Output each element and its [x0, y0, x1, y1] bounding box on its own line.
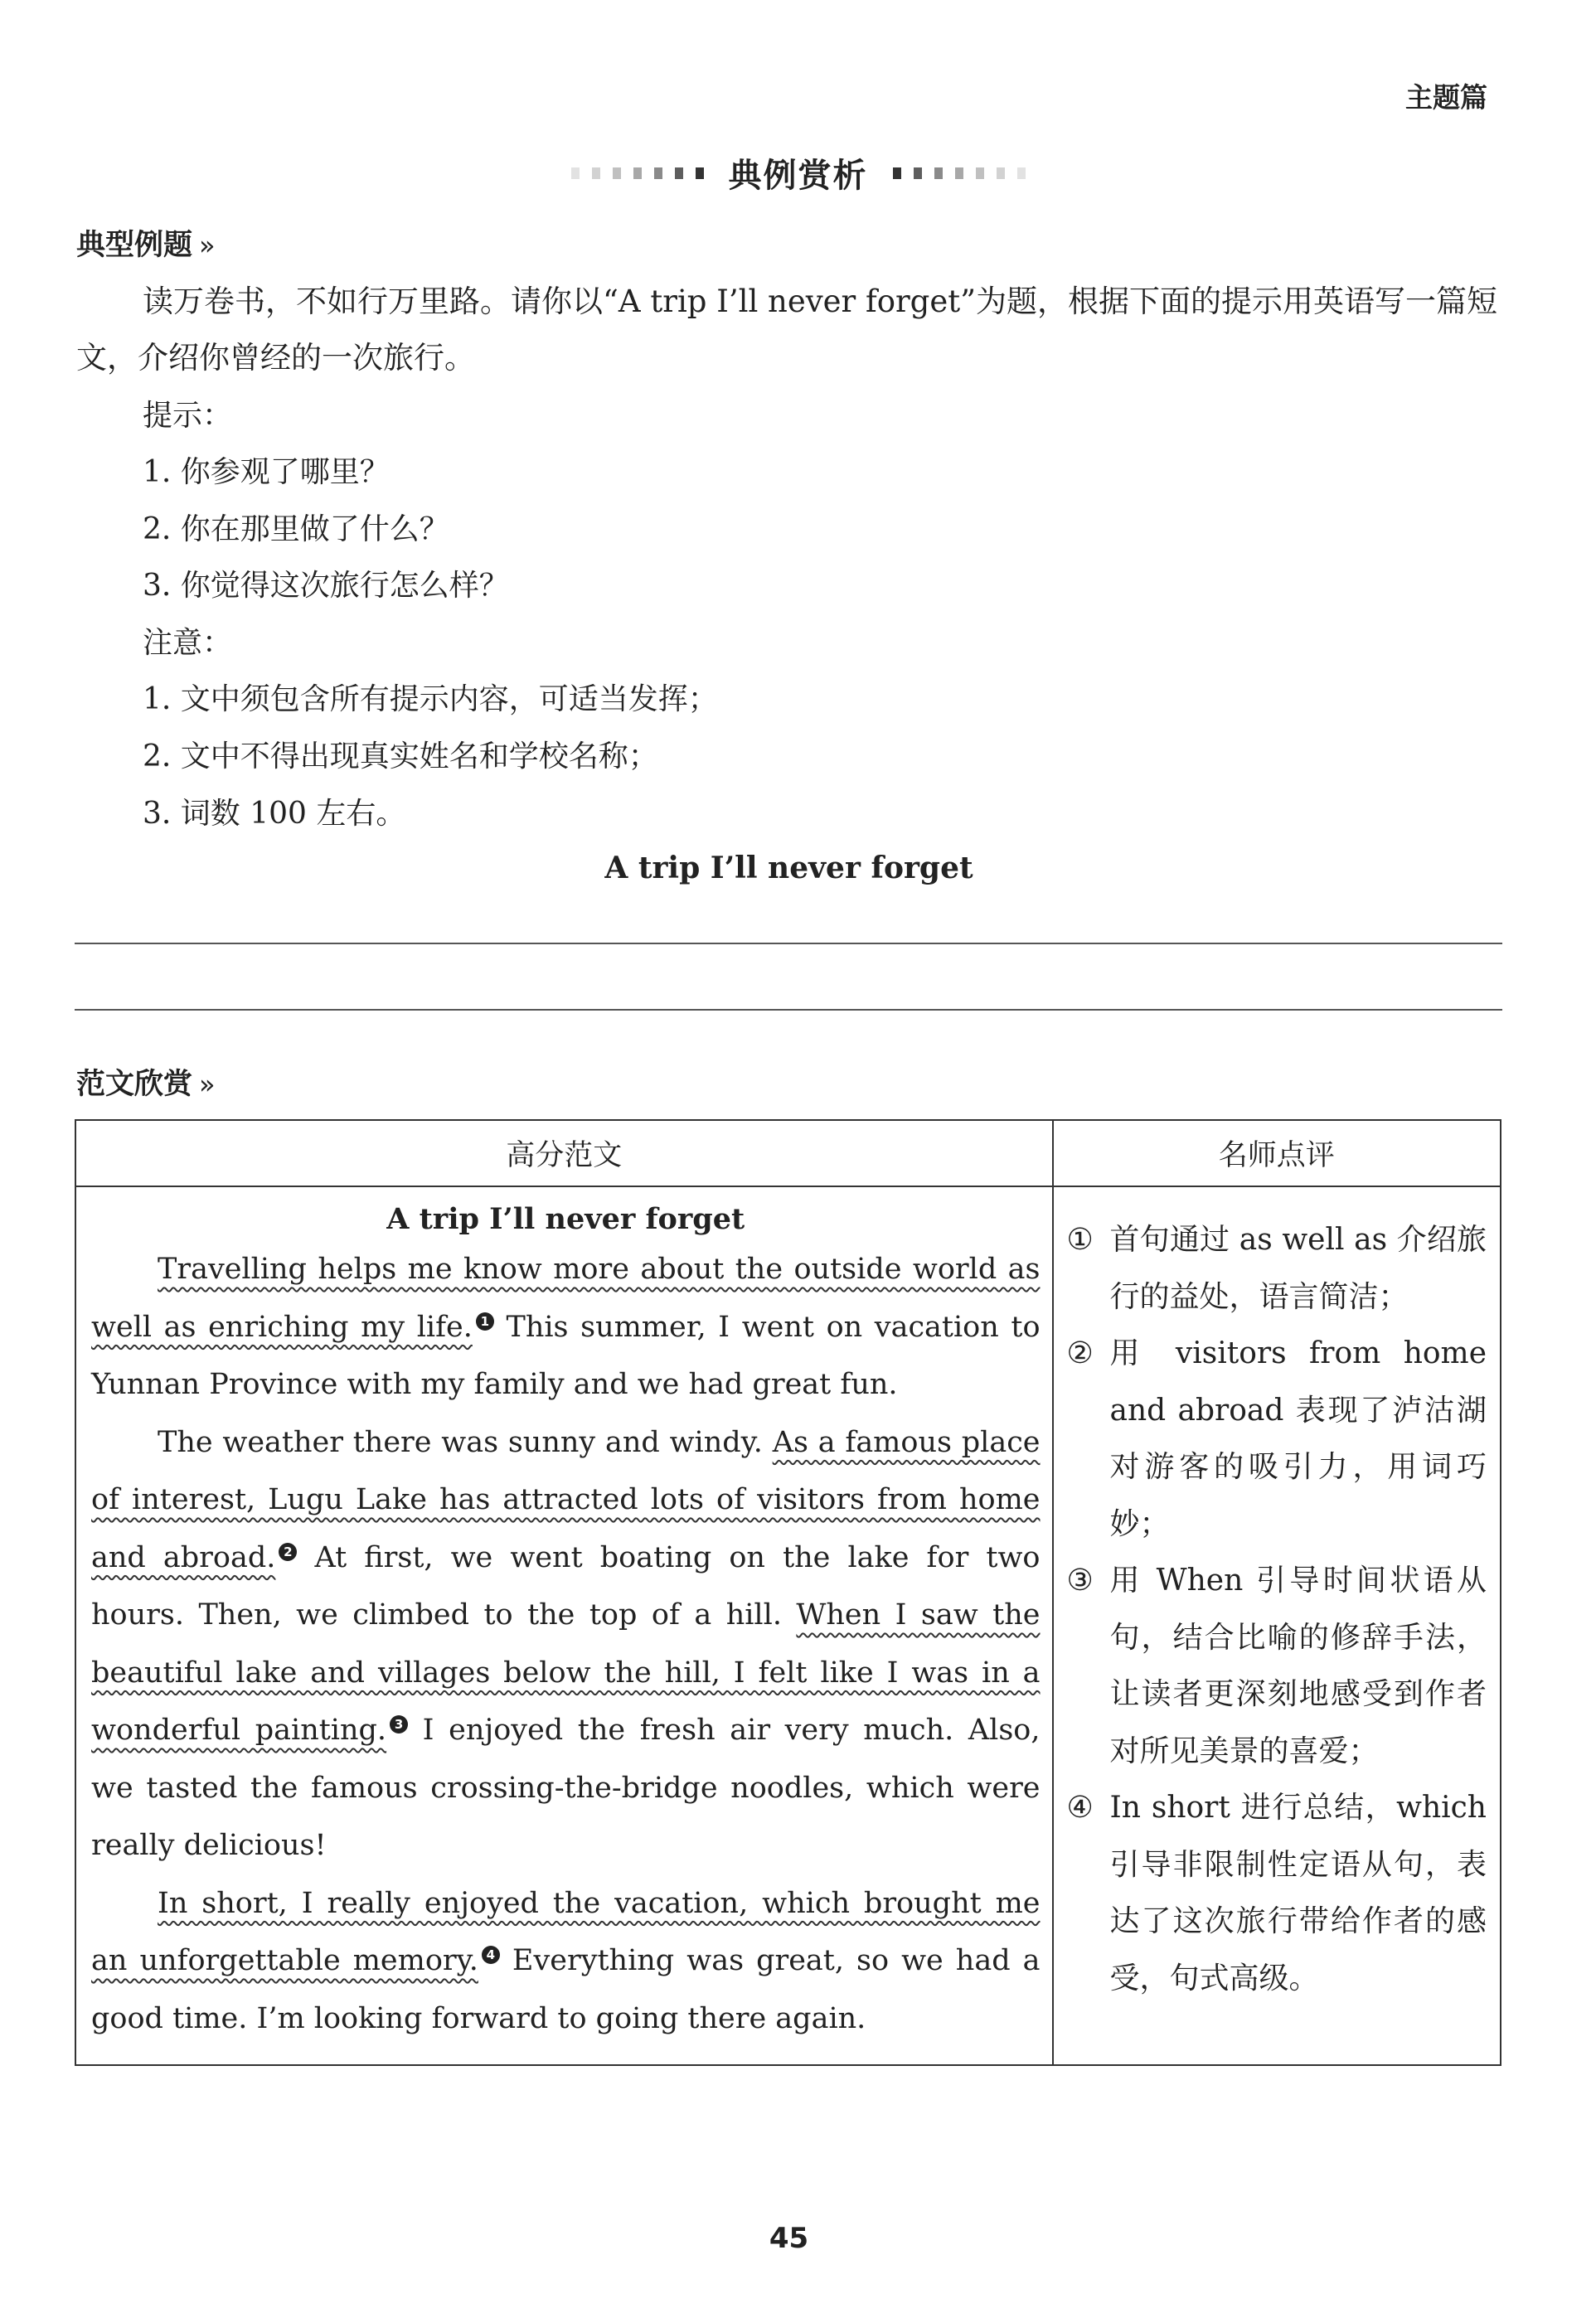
comment-text: 用 visitors from home and abroad 表现了泸沽湖对游客的吸引力，用词巧妙； — [1109, 1336, 1487, 1541]
section-label: 主题篇 — [1405, 81, 1487, 114]
note-marker: 2 — [279, 1543, 297, 1561]
example-heading-text: 典型例题 — [76, 229, 193, 262]
writing-line — [75, 943, 1502, 944]
comment-item — [1067, 1553, 1487, 1780]
hint-item: 3. 你觉得这次旅行怎么样？ — [143, 569, 509, 603]
right-dots-decoration — [893, 167, 1026, 179]
hint-item: 1. 你参观了哪里？ — [143, 455, 390, 489]
comment-item — [1067, 1212, 1487, 1326]
underlined-sentence: When I saw the beautiful lake and villages below the hill, I felt like I was in a wonderful painting. — [91, 1598, 1041, 1747]
note-marker: 1 — [476, 1312, 494, 1331]
model-essay-table — [75, 1119, 1501, 2066]
comment-item — [1067, 1326, 1487, 1553]
page-number: 45 — [769, 2222, 809, 2255]
left-dots-decoration — [571, 167, 704, 179]
example-prompt — [76, 274, 1502, 386]
writing-line — [75, 1009, 1502, 1011]
comment-number: ④ — [1066, 1791, 1094, 1825]
prompt-text: 读万卷书，不如行万里路。请你以“A trip I’ll never forget”为题，根据下面的提示用英语写一篇短文，介绍你曾经的一次旅行。 — [76, 284, 1498, 376]
note-item: 1. 文中须包含所有提示内容，可适当发挥； — [143, 682, 718, 716]
comment-item — [1067, 1780, 1487, 2007]
comment-number: ② — [1066, 1336, 1094, 1370]
note-item: 2. 文中不得出现真实姓名和学校名称； — [143, 739, 658, 773]
comment-text: 用 When 引导时间状语从句，结合比喻的修辞手法，让读者更深刻地感受到作者对所见美景的喜爱； — [1109, 1564, 1487, 1768]
essay-title: A trip I’ll never forget — [386, 1202, 745, 1236]
section-banner — [0, 149, 1596, 199]
essay-text: This summer, I went on vacation to Yunnan Province with my family and we had great fun. — [91, 1310, 1041, 1401]
banner-title: 典例赏析 — [728, 157, 868, 195]
note-marker: 3 — [390, 1715, 408, 1734]
essay-text: At first, we went boating on the lake for two hours. Then, we climbed to the top of a hill. — [91, 1540, 1041, 1632]
underlined-sentence: As a famous place of interest, Lugu Lake has attracted lots of visitors from home and abroad. — [91, 1425, 1041, 1574]
model-heading-text: 范文欣赏 — [76, 1068, 193, 1101]
comment-number: ① — [1066, 1223, 1094, 1257]
writing-title: A trip I’ll never forget — [604, 851, 973, 885]
essay-cell — [75, 1186, 1053, 2065]
essay-paragraph-1 — [91, 1241, 1041, 1414]
column-header-comment: 名师点评 — [1053, 1120, 1501, 1186]
note-marker: 4 — [482, 1946, 500, 1964]
essay-text: The weather there was sunny and windy. — [158, 1425, 773, 1459]
underlined-sentence: Travelling helps me know more about the outside world as well as enriching my life. — [91, 1253, 1041, 1344]
comment-text: In short 进行总结，which 引导非限制性定语从句，表达了这次旅行带给作者的感受，句式高级。 — [1109, 1791, 1487, 1995]
underlined-sentence: In short, I really enjoyed the vacation, which brought me an unforgettable memory. — [91, 1886, 1041, 1977]
comment-number: ③ — [1066, 1564, 1094, 1598]
hint-item: 2. 你在那里做了什么？ — [143, 512, 449, 546]
column-header-essay: 高分范文 — [75, 1120, 1053, 1186]
chevron-icon: » — [199, 1069, 216, 1100]
essay-text: Everything was great, so we had a good time. I’m looking forward to going there again. — [91, 1944, 1041, 2035]
comment-cell — [1053, 1186, 1501, 2065]
comment-text: 首句通过 as well as 介绍旅行的益处，语言简洁； — [1109, 1223, 1487, 1314]
essay-paragraph-2 — [91, 1414, 1041, 1875]
essay-paragraph-3 — [91, 1875, 1041, 2049]
chevron-icon: » — [199, 230, 216, 261]
model-heading — [76, 1061, 216, 1103]
notes-label: 注意： — [143, 626, 233, 660]
hints-label: 提示： — [143, 399, 233, 433]
example-heading — [76, 222, 216, 264]
essay-text: I enjoyed the fresh air very much. Also, we tasted the famous crossing-the-bridge noodles, which were really delicious! — [91, 1714, 1041, 1862]
note-item: 3. 词数 100 左右。 — [143, 797, 406, 831]
